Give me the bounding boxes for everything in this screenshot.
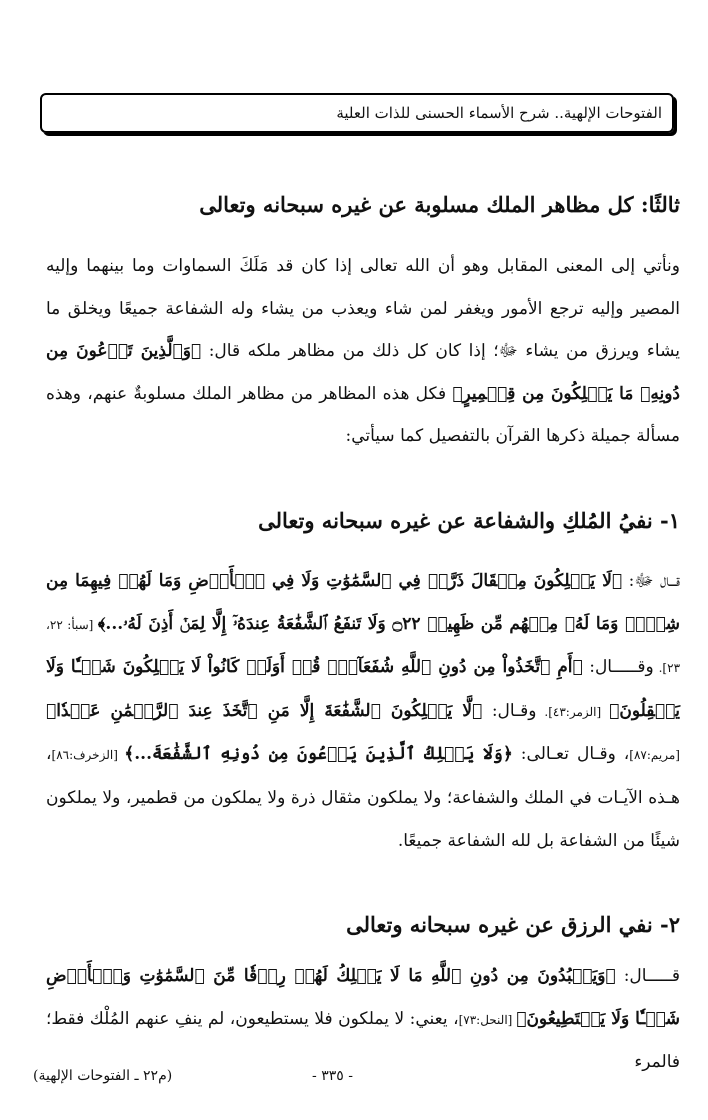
page-number: - ٣٣٥ - xyxy=(312,1068,353,1084)
section-heading-2: ٢- نفي الرزق عن غيره سبحانه وتعالى xyxy=(346,912,680,937)
quran-verse: ﴿لَّا يَمۡلِكُونَ ٱلشَّفَٰعَةَ إِلَّا مَنِ ٱتَّخَذَ عِندَ ٱلرَّحۡمَٰنِ عَهۡدٗا﴾ xyxy=(46,700,483,721)
paragraph-1 xyxy=(46,560,680,862)
section-heading-1: ١- نفيُ المُلكِ والشفاعة عن غيره سبحانه وتعالى xyxy=(258,508,680,533)
citation: [سبأ: ٢٢، ٢٣]. xyxy=(46,617,681,676)
citation: [النحل:٧٣] xyxy=(458,1012,517,1027)
body-text: ، يعني: لا يملكون فلا يستطيعون، لم ينفِ عنهم المُلْك فقط؛ فالمرء xyxy=(46,1008,680,1073)
citation: [الزخرف:٨٦] xyxy=(51,748,125,763)
body-text: ، هـذه الآيـات في الملك والشفاعة؛ ولا يملكون مثقال ذرة ولا يملكون من قطمير، ولا يملكون شيئًا من الشفاعة بل لله الشفاعة جميعًا. xyxy=(46,744,680,851)
quran-verse: ﴿وَيَعۡبُدُونَ مِن دُونِ ٱللَّهِ مَا لَا يَمۡلِكُ لَهُمۡ رِزۡقٗا مِّنَ ٱلسَّمَٰوَٰتِ وَٱلۡأَرۡضِ شَيۡـٔٗا وَلَا يَسۡتَطِيعُونَ﴾ xyxy=(46,966,680,1029)
header-title: الفتوحات الإلهية.. شرح الأسماء الحسنى للذات العلية xyxy=(336,104,662,122)
quran-verse: ﴿وَلَا يَمۡلِكُ ٱلَّذِينَ يَدۡعُونَ مِن دُونِهِ ٱلشَّفَٰعَةَ...﴾ xyxy=(124,744,513,765)
body-text: قـــــال: xyxy=(615,966,680,986)
body-text: وقـال: xyxy=(482,700,537,721)
citation: [مريم:٨٧] xyxy=(629,748,680,763)
printer-signature: (م٢٢ ـ الفتوحات الإلهية) xyxy=(33,1068,173,1084)
section-heading-main: ثالثًا: كل مظاهر الملك مسلوبة عن غيره سبحانه وتعالى xyxy=(199,192,680,217)
quran-verse: ﴿وَٱلَّذِينَ تَدۡعُونَ مِن دُونِهِۦ مَا يَمۡلِكُونَ مِن قِطۡمِيرٍ﴾ xyxy=(46,341,680,404)
running-header xyxy=(40,93,674,133)
paragraph-main xyxy=(46,245,680,458)
paragraph-2 xyxy=(46,955,680,1084)
page-footer xyxy=(0,1068,708,1096)
body-text: ونأتي إلى المعنى المقابل وهو أن الله تعالى إذا كان قد مَلَكَ السماوات وما بينهما وإليه المصير وإليه ترجع الأمور ويغفر لمن شاء ويعذب من يشاء وله الشفاعة جميعًا ويخلق ما يشاء ويرزق من يشاء ﷻ؛ إذا كان كل ذلك من مظاهر ملكه قال: xyxy=(46,256,680,362)
body-text: وقـــــال: xyxy=(582,657,654,678)
body-text: قـــال ﷻ: xyxy=(622,571,680,591)
quran-verse: ﴿أَمِ ٱتَّخَذُواْ مِن دُونِ ٱللَّهِ شُفَعَآءَۚ قُلۡ أَوَلَوۡ كَانُواْ لَا يَمۡلِكُونَ شَيۡـٔٗا وَلَا يَعۡقِلُونَ﴾ xyxy=(46,657,681,721)
body-text: فكل هذه المظاهر من مظاهر الملك مسلوبةٌ عنهم، وهذه مسألة جميلة ذكرها القرآن بالتفصيل كما سيأتي: xyxy=(46,383,680,447)
body-text: ، وقـال تعـالى: xyxy=(512,744,630,765)
quran-verse: ﴿لَا يَمۡلِكُونَ مِثۡقَالَ ذَرَّةٖ فِي ٱلسَّمَٰوَٰتِ وَلَا فِي ٱلۡأَرۡضِ وَمَا لَهُمۡ فِيهِمَا مِن شِرۡكٖ وَمَا لَهُۥ مِنۡهُم مِّن ظَهِيرٖ ۝٢٢ وَلَا تَنفَعُ ٱلشَّفَٰعَةُ عِندَهُۥٓ إِلَّا لِمَنۡ أَذِنَ لَهُۥ...﴾ xyxy=(46,571,680,634)
citation: [الزمر:٤٣]. xyxy=(536,704,610,719)
